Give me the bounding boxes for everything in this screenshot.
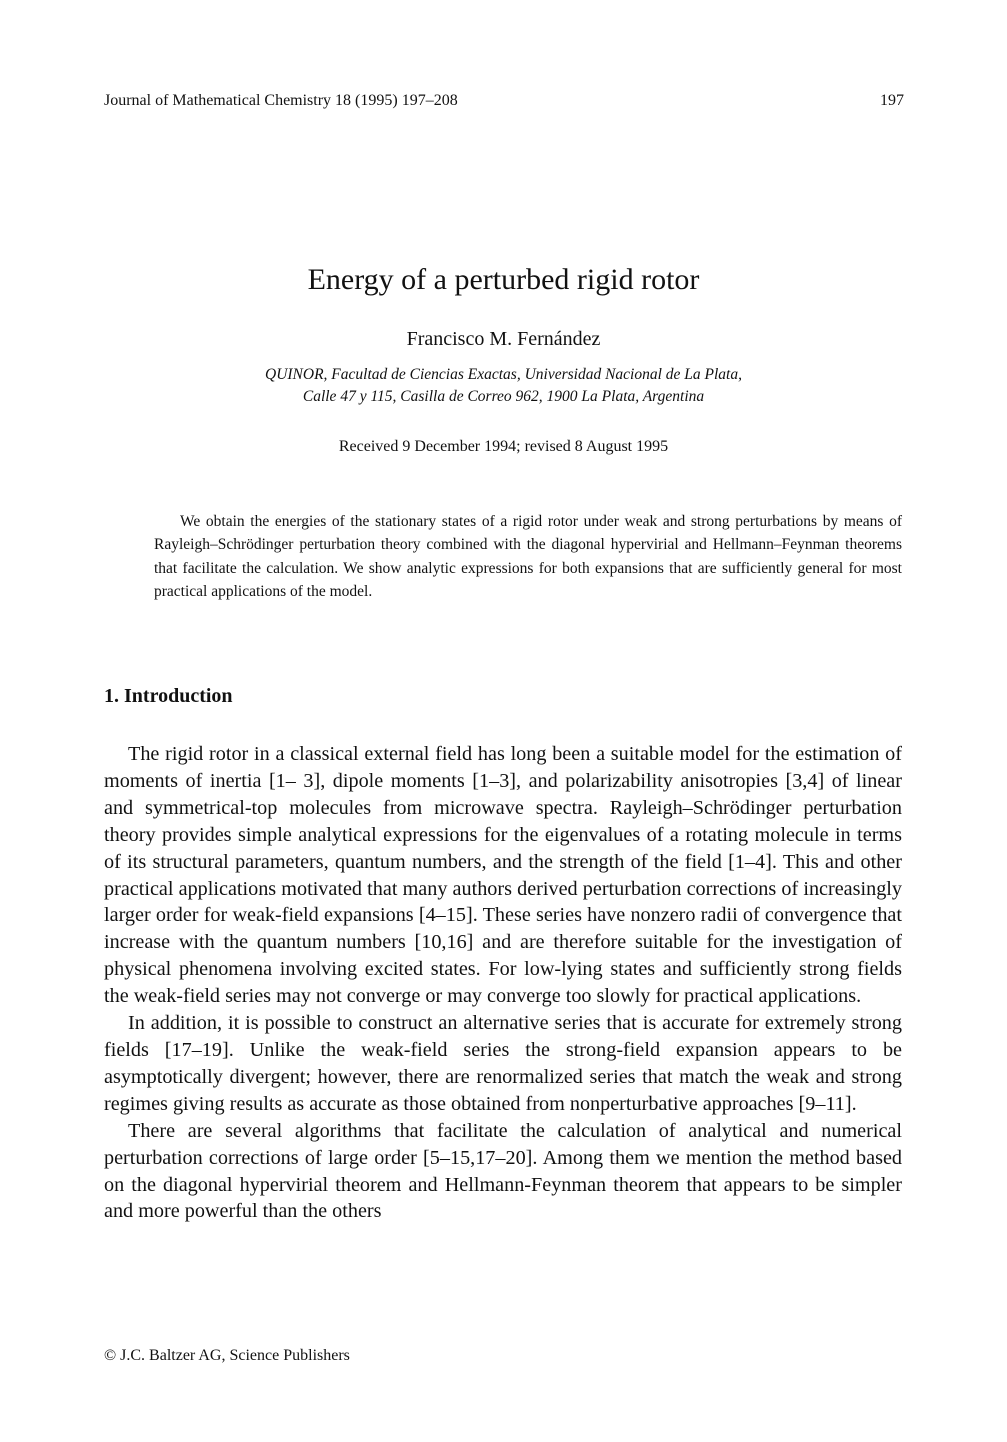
page-number: 197 — [880, 92, 904, 109]
paragraph: The rigid rotor in a classical external field has long been a suitable model for the estimation of moments of inertia [1– 3], dipole moments [1–3], and polarizability anisotropies [3,4] of linear and symmetrical-top molecules from microwave spectra. Rayleigh–Schrödinger perturbation theory provides simple analytical expressions for the eigenvalues of a rotating molecule in terms of its structural parameters, quantum numbers, and the strength of the field [1–4]. This and other practical applications motivated that many authors derived perturbation corrections of increasingly larger order for weak-field expansions [4–15]. These series have nonzero radii of convergence that increase with the quantum numbers [10,16] and are therefore suitable for the investigation of physical phenomena involving excited states. For low-lying states and sufficiently strong fields the weak-field series may not converge or may converge too slowly for practical applications. — [104, 743, 902, 1008]
journal-citation: Journal of Mathematical Chemistry 18 (1995) 197–208 — [104, 92, 458, 109]
copyright-footer: © J.C. Baltzer AG, Science Publishers — [104, 1347, 350, 1364]
affiliation — [0, 364, 1007, 408]
affiliation-line-2: Calle 47 y 115, Casilla de Correo 962, 1900 La Plata, Argentina — [302, 388, 705, 405]
section-heading: 1. Introduction — [104, 685, 233, 707]
paragraph: In addition, it is possible to construct an alternative series that is accurate for extremely strong fields [17–19]. Unlike the weak-field series the strong-field expansion appears to be asymptotically divergent; however, there are renormalized series that match the weak and strong regimes giving results as accurate as those obtained from nonperturbative approaches [9–11]. — [104, 1012, 902, 1115]
section-body — [104, 741, 902, 1225]
abstract: We obtain the energies of the stationary states of a rigid rotor under weak and strong perturbations by means of Rayleigh–Schrödinger perturbation theory combined with the diagonal hypervirial and Hellmann–Feynman theorems that facilitate the calculation. We show analytic expressions for both expansions that are sufficiently general for most practical applications of the model. — [154, 513, 902, 601]
received-dates: Received 9 December 1994; revised 8 August 1995 — [338, 438, 669, 455]
paper-title: Energy of a perturbed rigid rotor — [307, 263, 700, 296]
author-name: Francisco M. Fernández — [406, 328, 601, 350]
affiliation-line-1: QUINOR, Facultad de Ciencias Exactas, Universidad Nacional de La Plata, — [265, 366, 742, 383]
paragraph: There are several algorithms that facilitate the calculation of analytical and numerical perturbation corrections of large order [5–15,17–20]. Among them we mention the method based on the diagonal hypervirial theorem and Hellmann-Feynman theorem that appears to be simpler and more powerful than the others — [104, 1119, 902, 1223]
running-head — [104, 92, 904, 116]
